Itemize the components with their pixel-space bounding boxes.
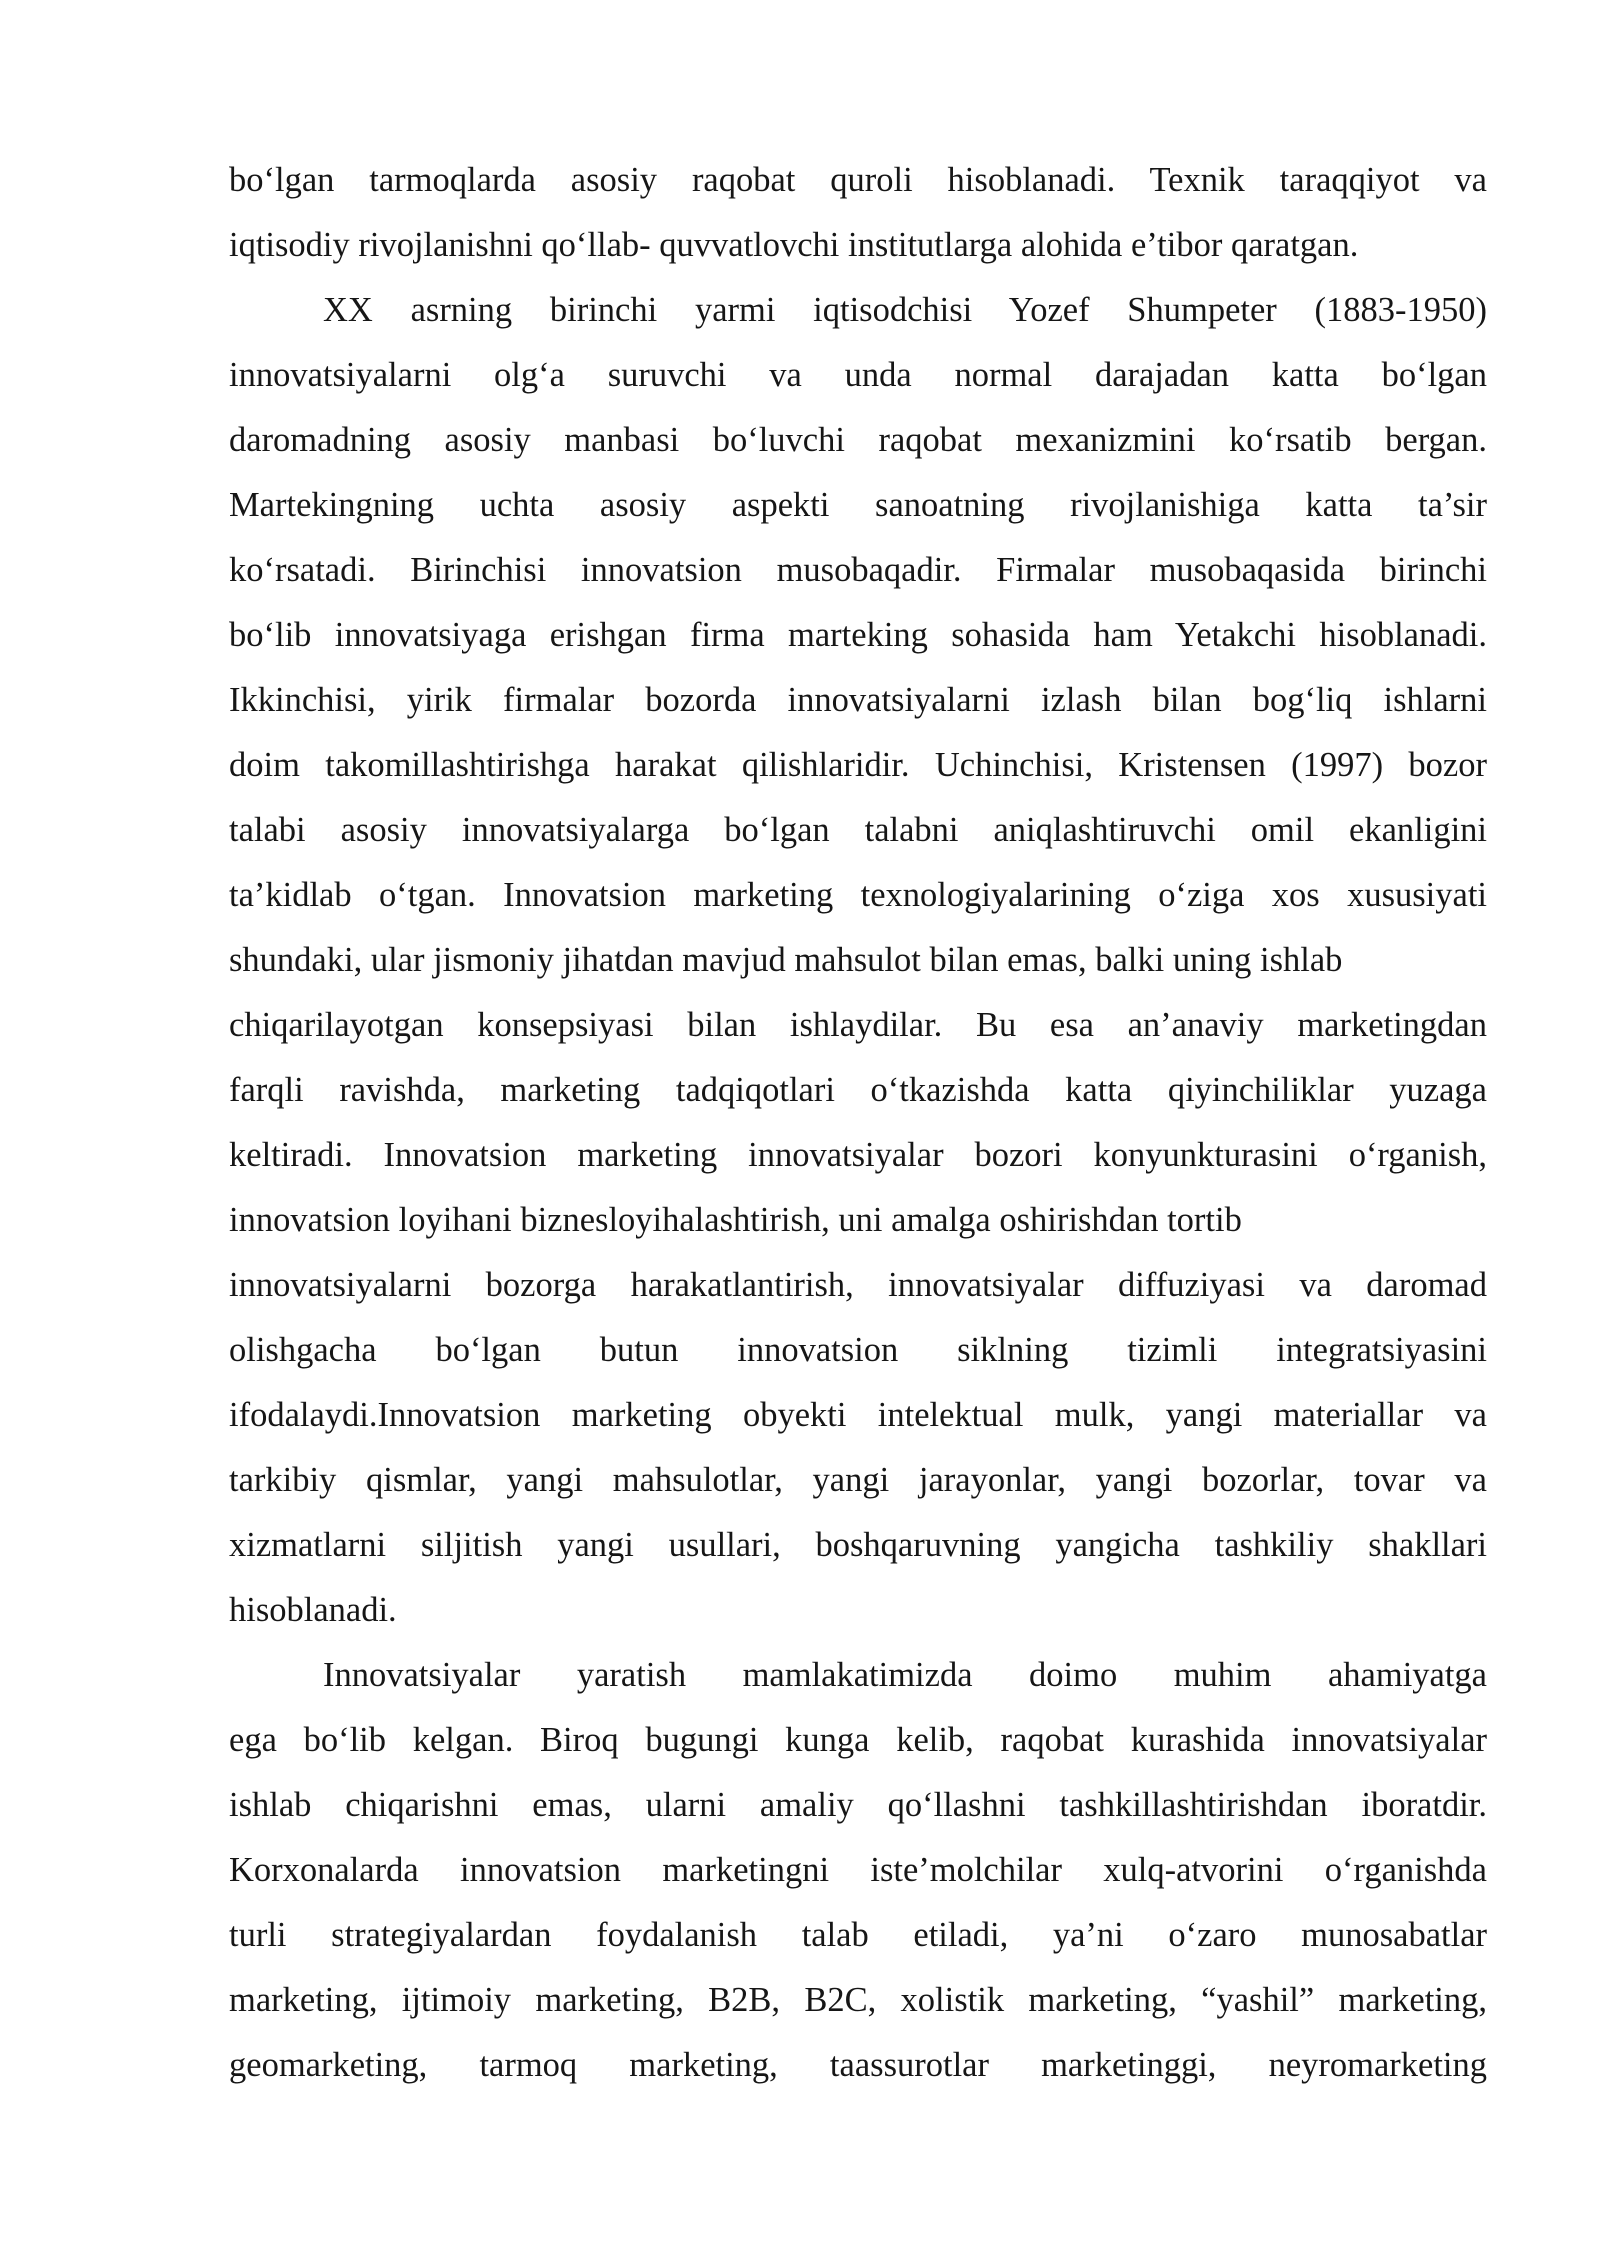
text-line: tarkibiy qismlar, yangi mahsulotlar, yangi jarayonlar, yangi bozorlar, tovar va [229,1461,1487,1499]
text-line: innovatsiyalarni olg‘a suruvchi va unda normal darajadan katta bo‘lgan [229,356,1487,394]
text-line: ega bo‘lib kelgan. Biroq bugungi kunga kelib, raqobat kurashida innovatsiyalar [229,1721,1487,1759]
text-line: Korxonalarda innovatsion marketingni iste’molchilar xulq-atvorini o‘rganishda [229,1851,1487,1889]
text-line: talabi asosiy innovatsiyalarga bo‘lgan talabni aniqlashtiruvchi omil ekanligini [229,811,1487,849]
text-line: bo‘lgan tarmoqlarda asosiy raqobat quroli hisoblanadi. Texnik taraqqiyot va [229,161,1487,199]
text-line: shundaki, ular jismoniy jihatdan mavjud mahsulot bilan emas, balki uning ishlab [229,941,1343,979]
text-line: geomarketing, tarmoq marketing, taassurotlar marketinggi, neyromarketing [229,2046,1487,2084]
text-line: doim takomillashtirishga harakat qilishlaridir. Uchinchisi, Kristensen (1997) bozor [229,746,1487,784]
text-line: marketing, ijtimoiy marketing, B2B, B2C, xolistik marketing, “yashil” marketing, [229,1981,1487,2019]
body-text [229,148,1487,2098]
text-line: chiqarilayotgan konsepsiyasi bilan ishlaydilar. Bu esa an’anaviy marketingdan [229,1006,1487,1044]
text-line: ishlab chiqarishni emas, ularni amaliy qo‘llashni tashkillashtirishdan iboratdir. [229,1786,1487,1824]
text-line: innovatsion loyihani biznesloyihalashtirish, uni amalga oshirishdan tortib [229,1201,1242,1239]
text-line: hisoblanadi. [229,1591,397,1629]
text-line: daromadning asosiy manbasi bo‘luvchi raqobat mexanizmini ko‘rsatib bergan. [229,421,1487,459]
text-line: ta’kidlab o‘tgan. Innovatsion marketing texnologiyalarining o‘ziga xos xususiyati [229,876,1487,914]
text-line: ifodalaydi.Innovatsion marketing obyekti intelektual mulk, yangi materiallar va [229,1396,1487,1434]
text-line: iqtisodiy rivojlanishni qo‘llab- quvvatlovchi institutlarga alohida e’tibor qaratgan. [229,226,1359,264]
text-line: Martekingning uchta asosiy aspekti sanoatning rivojlanishiga katta ta’sir [229,486,1487,524]
text-line: innovatsiyalarni bozorga harakatlantirish, innovatsiyalar diffuziyasi va daromad [229,1266,1487,1304]
text-line: turli strategiyalardan foydalanish talab etiladi, ya’ni o‘zaro munosabatlar [229,1916,1487,1954]
text-line: farqli ravishda, marketing tadqiqotlari o‘tkazishda katta qiyinchiliklar yuzaga [229,1071,1487,1109]
text-line: Innovatsiyalar yaratish mamlakatimizda doimo muhim ahamiyatga [323,1656,1487,1694]
text-line: XX asrning birinchi yarmi iqtisodchisi Yozef Shumpeter (1883-1950) [323,291,1487,329]
text-line: Ikkinchisi, yirik firmalar bozorda innovatsiyalarni izlash bilan bog‘liq ishlarni [229,681,1487,719]
text-line: xizmatlarni siljitish yangi usullari, boshqaruvning yangicha tashkiliy shakllari [229,1526,1487,1564]
text-line: ko‘rsatadi. Birinchisi innovatsion musobaqadir. Firmalar musobaqasida birinchi [229,551,1487,589]
text-line: bo‘lib innovatsiyaga erishgan firma marteking sohasida ham Yetakchi hisoblanadi. [229,616,1487,654]
text-line: olishgacha bo‘lgan butun innovatsion siklning tizimli integratsiyasini [229,1331,1487,1369]
text-line: keltiradi. Innovatsion marketing innovatsiyalar bozori konyunkturasini o‘rganish, [229,1136,1487,1174]
